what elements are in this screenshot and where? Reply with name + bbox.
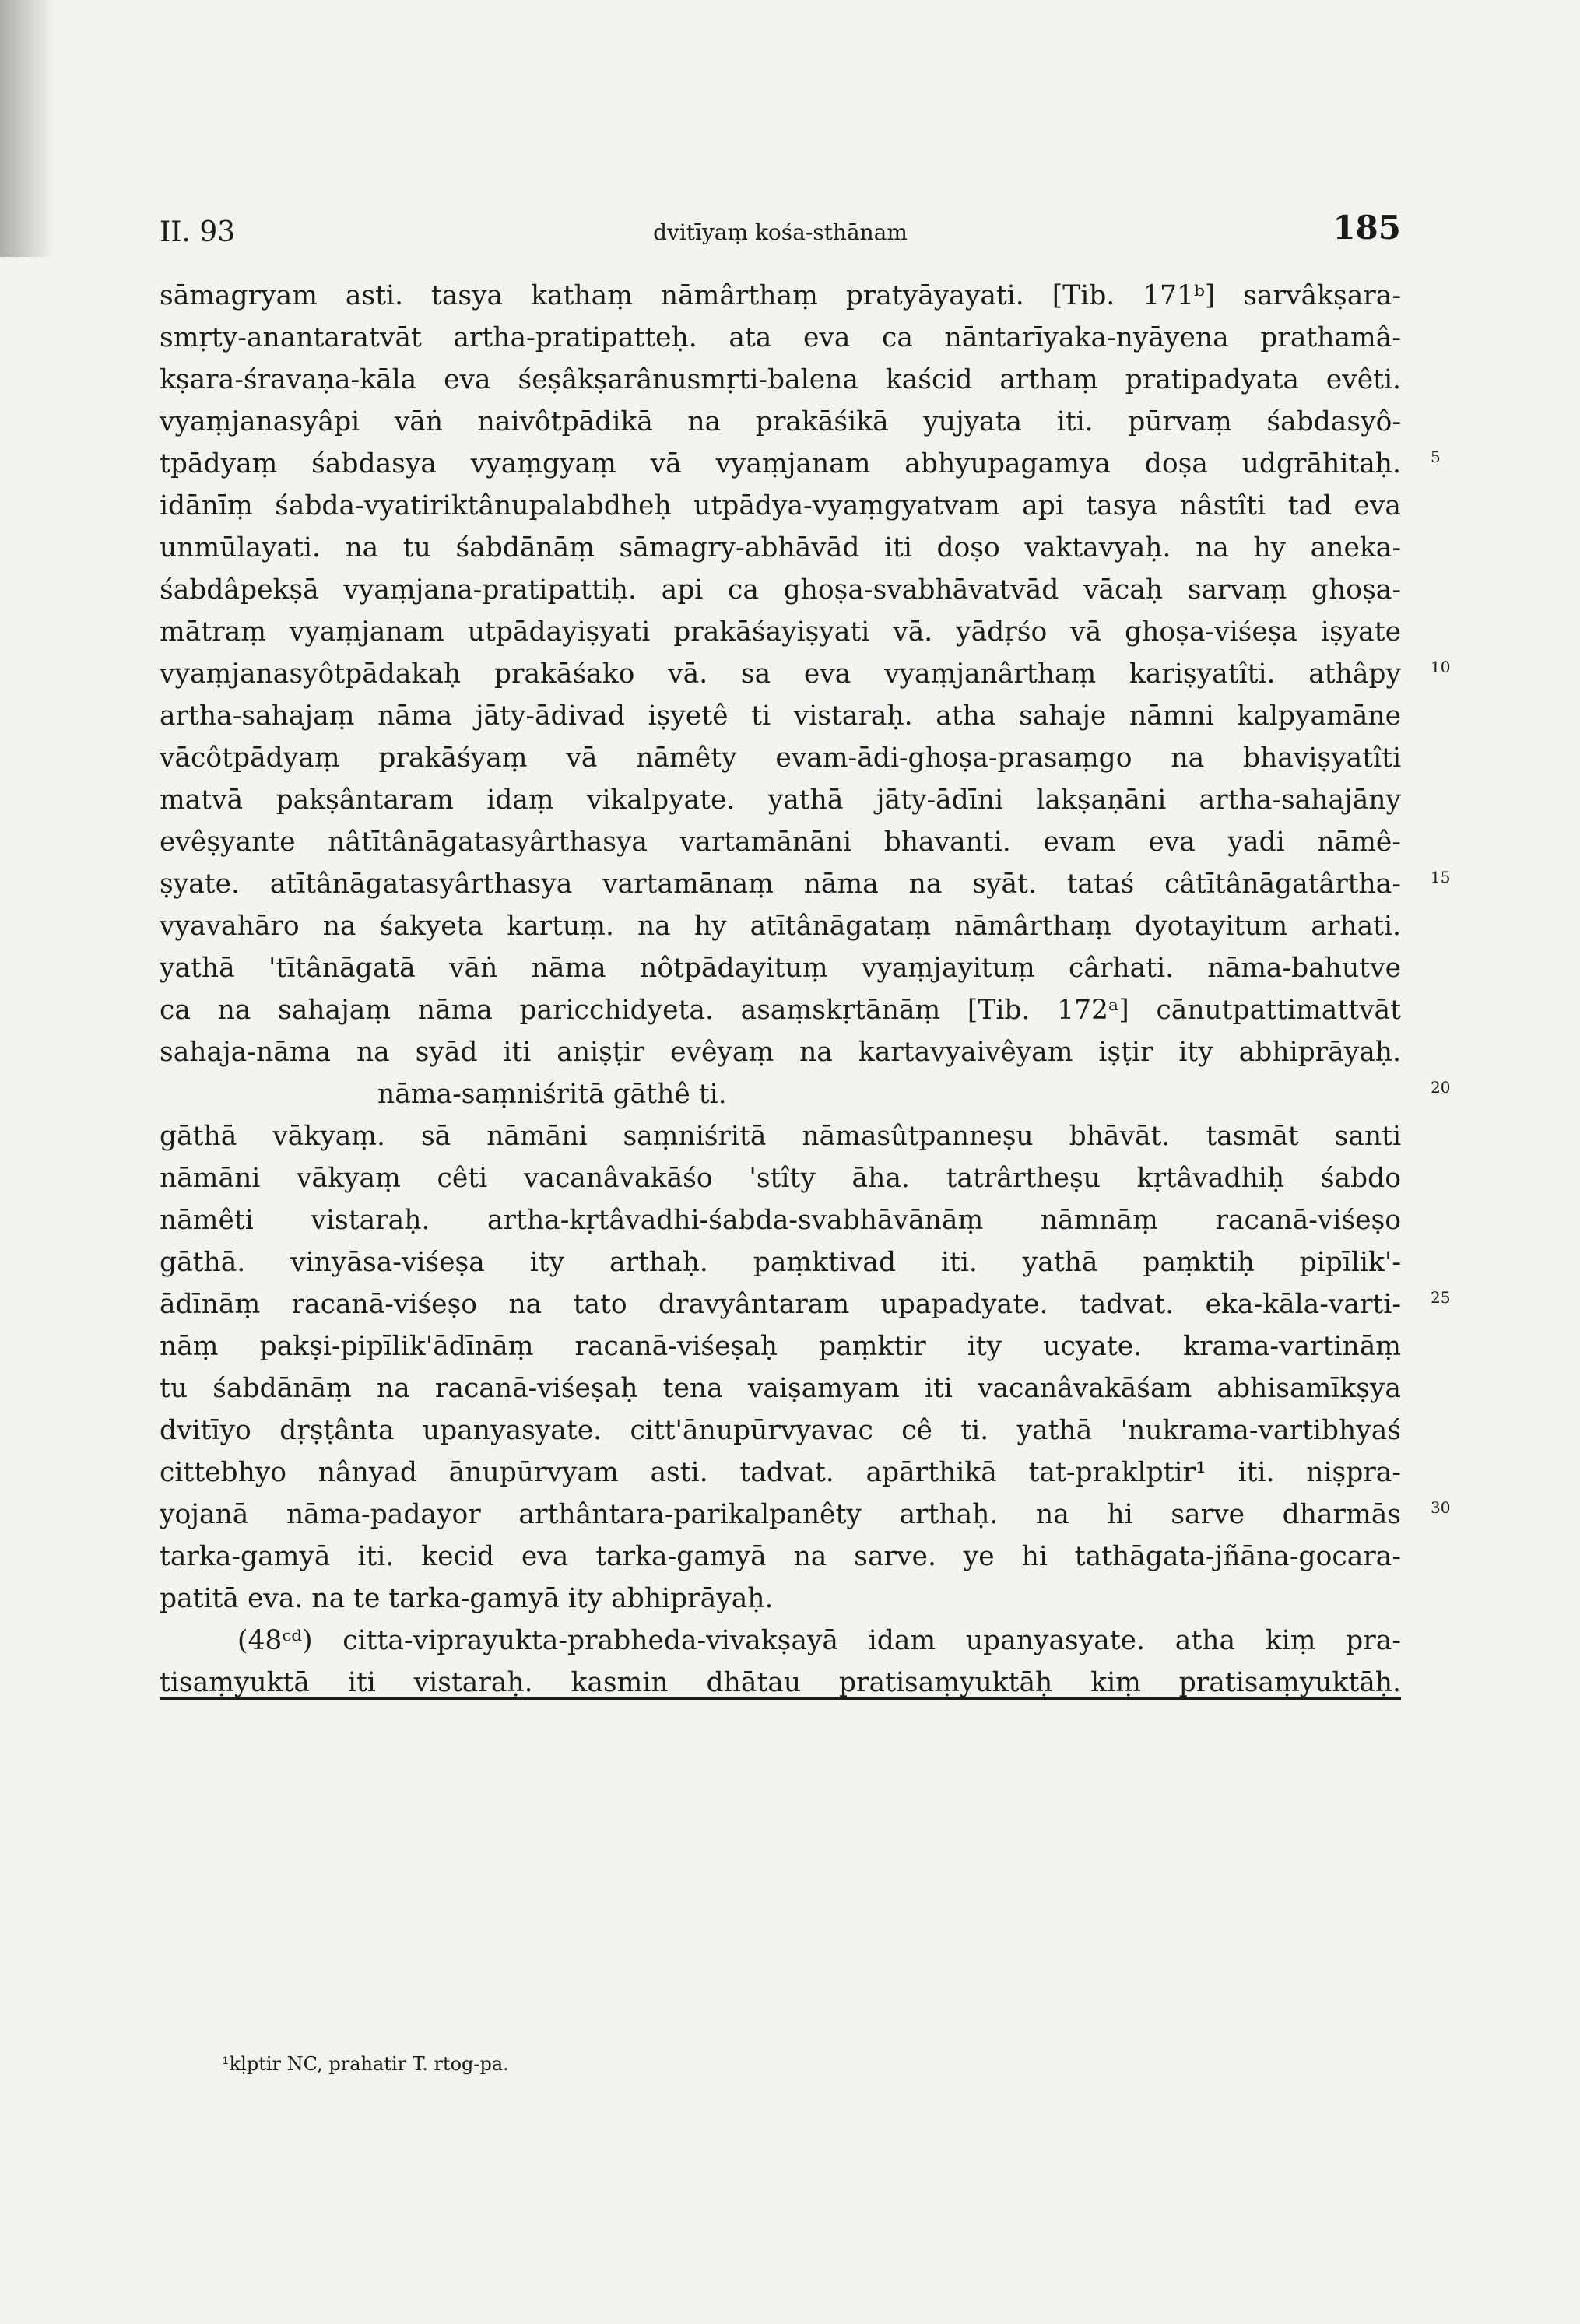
running-head — [160, 209, 1401, 255]
text-line: sāmagryam asti. tasya kathaṃ nāmârthaṃ pratyāyayati. [Tib. 171ᵇ] sarvâkṣara- — [160, 280, 1401, 311]
chapter-title: dvitīyaṃ kośa-sthānam — [653, 219, 908, 245]
page-number: 185 — [1332, 209, 1401, 247]
line-number: 5 — [1431, 448, 1441, 466]
line-number: 30 — [1431, 1498, 1451, 1517]
text-line: cittebhyo nânyad ānupūrvyam asti. tadvat. apārthikā tat-praklptir¹ iti. niṣpra- — [160, 1457, 1401, 1488]
text-line: yathā 'tītânāgatā vāṅ nāma nôtpādayituṃ vyaṃjayituṃ cârhati. nāma-bahutve — [160, 953, 1401, 984]
text-line: ca na sahajaṃ nāma paricchidyeta. asaṃskṛtānāṃ [Tib. 172ᵃ] cānutpattimattvāt — [160, 995, 1401, 1026]
text-line: nāmêti vistaraḥ. artha-kṛtâvadhi-śabda-svabhāvānāṃ nāmnāṃ racanā-viśeṣo — [160, 1205, 1401, 1236]
text-line: tu śabdānāṃ na racanā-viśeṣaḥ tena vaiṣamyam iti vacanâvakāśam abhisamīkṣya — [160, 1373, 1401, 1404]
text-line: evêṣyante nâtītânāgatasyârthasya vartamānāni bhavanti. evam eva yadi nāmê- — [160, 827, 1401, 858]
text-line: kṣara-śravaṇa-kāla eva śeṣâkṣarânusmṛti-balena kaścid arthaṃ pratipadyata evêti. — [160, 364, 1401, 395]
text-line: gāthā vākyaṃ. sā nāmāni saṃniśritā nāmasûtpanneṣu bhāvāt. tasmāt santi — [160, 1121, 1401, 1152]
text-line: yojanā nāma-padayor arthântara-parikalpanêty arthaḥ. na hi sarve dharmās — [160, 1499, 1401, 1530]
text-line: gāthā. vinyāsa-viśeṣa ity arthaḥ. paṃktivad iti. yathā paṃktiḥ pipīlik'- — [160, 1247, 1401, 1278]
text-line: vyaṃjanasyâpi vāṅ naivôtpādikā na prakāśikā yujyata iti. pūrvaṃ śabdasyô- — [160, 406, 1401, 437]
text-line: patitā eva. na te tarka-gamyā ity abhiprāyaḥ. — [160, 1583, 774, 1614]
text-line: tarka-gamyā iti. kecid eva tarka-gamyā na sarve. ye hi tathāgata-jñāna-gocara- — [160, 1541, 1401, 1572]
text-line-last: tisaṃyuktā iti vistaraḥ. kasmin dhātau pratisaṃyuktāḥ kiṃ pratisaṃyuktāḥ. — [160, 1667, 1401, 1698]
text-line: mātraṃ vyaṃjanam utpādayiṣyati prakāśayiṣyati vā. yādṛśo vā ghoṣa-viśeṣa iṣyate — [160, 616, 1401, 648]
text-line: smṛty-anantaratvāt artha-pratipatteḥ. ata eva ca nāntarīyaka-nyāyena prathamâ- — [160, 322, 1401, 353]
line-number: 20 — [1431, 1078, 1451, 1097]
text-line: sahaja-nāma na syād iti aniṣṭir evêyaṃ na kartavyaivêyam iṣṭir ity abhiprāyaḥ. — [160, 1037, 1401, 1068]
text-line: matvā pakṣântaram idaṃ vikalpyate. yathā jāty-ādīni lakṣaṇāni artha-sahajāny — [160, 785, 1401, 816]
line-number: 25 — [1431, 1288, 1451, 1307]
text-line: vyavahāro na śakyeta kartuṃ. na hy atītânāgataṃ nāmârthaṃ dyotayitum arhati. — [160, 911, 1401, 942]
line-number: 10 — [1431, 658, 1451, 676]
line-number: 15 — [1431, 868, 1451, 886]
text-line: unmūlayati. na tu śabdānāṃ sāmagry-abhāvād iti doṣo vaktavyaḥ. na hy aneka- — [160, 532, 1401, 563]
footnote: ¹kḷptir NC, prahatir T. rtog-pa. — [222, 2053, 509, 2075]
verse-heading: nāma-saṃniśritā gāthê ti. — [377, 1079, 727, 1110]
text-line: ādīnāṃ racanā-viśeṣo na tato dravyântaram upapadyate. tadvat. eka-kāla-varti- — [160, 1289, 1401, 1320]
binding-shadow — [0, 0, 54, 257]
text-line: nāṃ pakṣi-pipīlik'ādīnāṃ racanā-viśeṣaḥ paṃktir ity ucyate. krama-vartināṃ — [160, 1331, 1401, 1362]
text-line: idānīṃ śabda-vyatiriktânupalabdheḥ utpādya-vyaṃgyatvam api tasya nâstîti tad eva — [160, 490, 1401, 521]
text-line: artha-sahajaṃ nāma jāty-ādivad iṣyetê ti vistaraḥ. atha sahaje nāmni kalpyamāne — [160, 700, 1401, 732]
text-line: dvitīyo dṛṣṭânta upanyasyate. citt'ānupūrvyavac cê ti. yathā 'nukrama-vartibhyaś — [160, 1415, 1401, 1446]
text-line: vācôtpādyaṃ prakāśyaṃ vā nāmêty evam-ādi-ghoṣa-prasaṃgo na bhaviṣyatîti — [160, 742, 1401, 774]
text-line: tpādyaṃ śabdasya vyaṃgyaṃ vā vyaṃjanam abhyupagamya doṣa udgrāhitaḥ. — [160, 448, 1401, 479]
text-line: nāmāni vākyaṃ cêti vacanâvakāśo 'stîty āha. tatrârtheṣu kṛtâvadhiḥ śabdo — [160, 1163, 1401, 1194]
section-reference: II. 93 — [160, 216, 236, 248]
text-line: vyaṃjanasyôtpādakaḥ prakāśako vā. sa eva vyaṃjanârthaṃ kariṣyatîti. athâpy — [160, 658, 1401, 690]
text-line: śabdâpekṣā vyaṃjana-pratipattiḥ. api ca ghoṣa-svabhāvatvād vācaḥ sarvaṃ ghoṣa- — [160, 574, 1401, 606]
text-line: (48ᶜᵈ) citta-viprayukta-prabheda-vivakṣayā idam upanyasyate. atha kiṃ pra- — [237, 1625, 1401, 1656]
text-line: ṣyate. atītânāgatasyârthasya vartamānaṃ nāma na syāt. tataś câtītânāgatârtha- — [160, 869, 1401, 900]
